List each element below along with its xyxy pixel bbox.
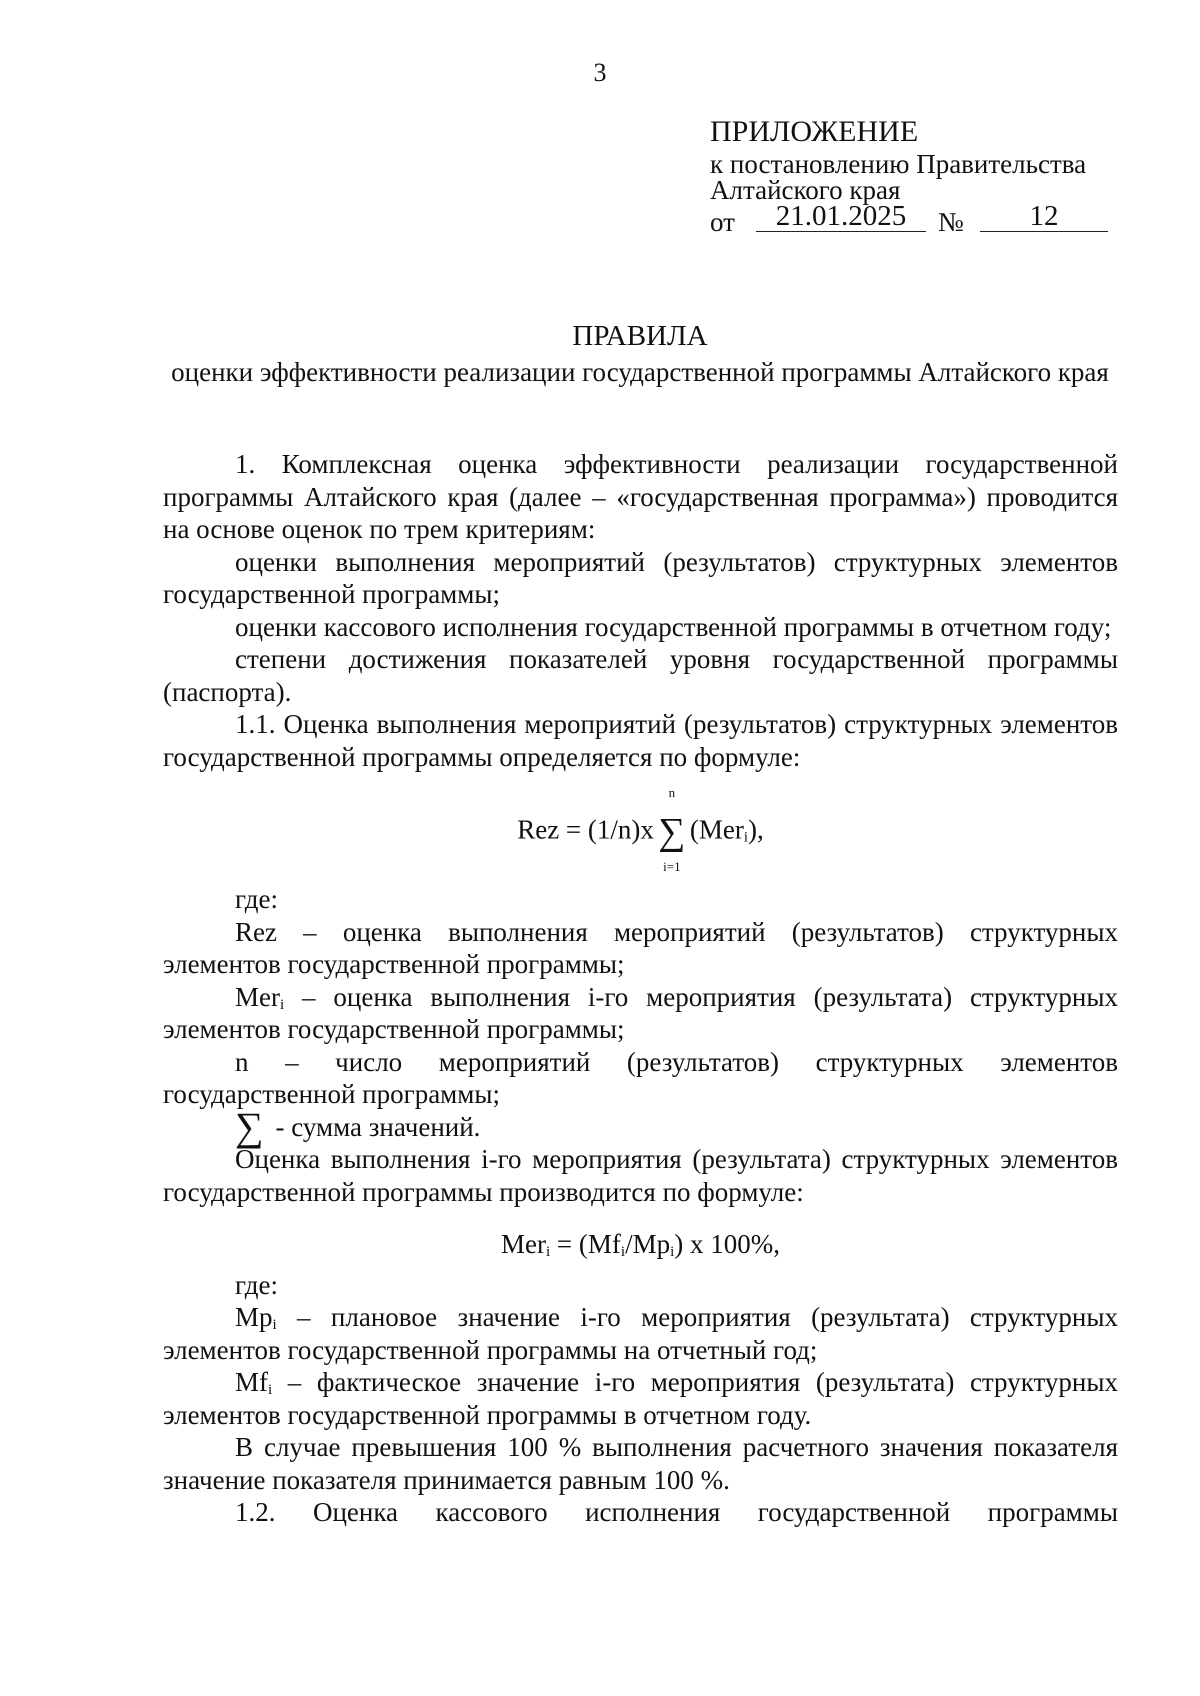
formula-rez-arg: (Mer [689,814,744,845]
document-title: ПРАВИЛА [572,320,708,352]
definition-mf-symbol: Mf [235,1367,268,1397]
document-subtitle: оценки эффективности реализации государственной программы Алтайского края [171,357,1109,387]
appendix-line-1: к постановлению Правительства [710,149,1087,179]
resolution-number: 12 [980,201,1108,232]
paragraph-mer: Оценка выполнения i-го мероприятия (результата) структурных элементов государственной программы производится по формуле: [163,1144,1118,1207]
definition-mp-text: – плановое значение i-го мероприятия (результата) структурных элементов государственной программы на отчетный год; [163,1302,1118,1365]
where-label-1: где: [235,884,278,914]
number-label: № [938,207,964,237]
formula-mer-c-sub: i [670,1244,675,1260]
sigma-lower-limit: i=1 [663,859,681,874]
page-number: 3 [593,58,607,87]
definition-mer [163,981,1118,1046]
paragraph-1-1: 1.1. Оценка выполнения мероприятий (результатов) структурных элементов государственной программы определяется по формуле: [163,709,1118,772]
definition-mer-symbol: Mer [235,981,280,1012]
definition-rez: Rez – оценка выполнения мероприятий (результатов) структурных элементов государственной программы; [163,916,1118,979]
where-label-2: где: [235,1269,278,1300]
definition-mp-sub: i [272,1317,277,1333]
formula-mer-b: = (Mf [550,1229,621,1259]
definition-mp-symbol: Mp [235,1302,273,1332]
appendix-header [710,115,1130,237]
formula-mer-d: ) x 100%, [674,1229,780,1259]
appendix-title: ПРИЛОЖЕНИЕ [710,115,919,148]
formula-rez-sub: i [743,829,749,846]
paragraph-1: 1. Комплексная оценка эффективности реализации государственной программы Алтайского края (далее – «государственная программа») проводится на основе оценок по трем критериям: [163,449,1118,544]
formula-rez-left: Rez = (1/n)x [517,814,654,845]
sum-sigma-icon: ∑ [235,1103,264,1149]
definition-sum-text: - сумма значений. [275,1111,481,1142]
definition-sum [163,1103,1118,1149]
definition-mf-text: – фактическое значение i-го мероприятия (результата) структурных элементов государственной программы в отчетном году. [163,1367,1118,1430]
formula-mer-b-sub: i [620,1244,626,1260]
appendix-date-row [710,200,1130,237]
sigma-upper-limit: n [668,785,676,800]
formula-mer-c: /Mp [625,1229,671,1259]
formula-rez-tail: ), [748,814,764,845]
paragraph-excess: В случае превышения 100 % выполнения расчетного значения показателя значение показателя принимается равным 100 %. [163,1432,1118,1495]
from-label: от [710,207,735,237]
definition-mp [163,1301,1118,1366]
definition-mf-sub: i [268,1382,273,1398]
definition-mf [163,1366,1118,1431]
criterion-1: оценки выполнения мероприятий (результатов) структурных элементов государственной программы; [163,546,1118,609]
definition-mer-text: – оценка выполнения i-го мероприятия (результата) структурных элементов государственной программы; [163,981,1118,1044]
appendix-line-2: Алтайского края [710,175,901,205]
formula-mer-a-sub: i [546,1244,551,1260]
paragraph-1-2: 1.2. Оценка кассового исполнения государственной программы [235,1497,1118,1527]
resolution-date: 21.01.2025 [756,201,926,232]
formula-mer [163,1228,1118,1261]
definition-n: n – число мероприятий (результатов) структурных элементов государственной программы; [163,1046,1118,1109]
formula-mer-a: Mer [501,1229,546,1259]
formula-rez [163,775,1118,883]
criterion-2: оценки кассового исполнения государственной программы в отчетном году; [235,611,1112,642]
document-body [163,448,1118,1529]
definition-mer-sub: i [279,996,285,1013]
sigma-symbol: ∑ [658,811,686,853]
sigma-icon [654,785,690,874]
criterion-3: степени достижения показателей уровня государственной программы (паспорта). [163,644,1118,707]
